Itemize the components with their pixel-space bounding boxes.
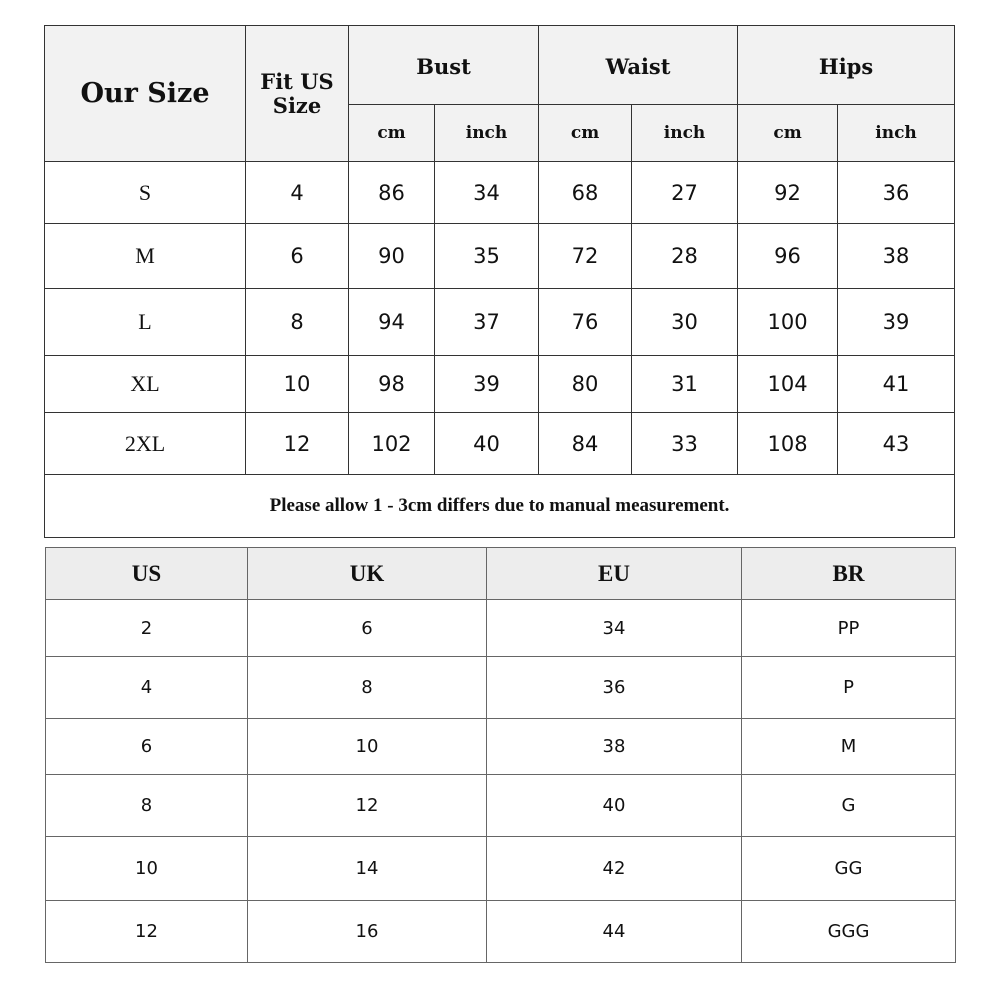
bust-cm-cell: 86 (349, 162, 435, 224)
eu-cell: 44 (487, 901, 742, 963)
hips-inch-cell: 38 (838, 224, 955, 289)
bust-inch-cell: 34 (435, 162, 539, 224)
bust-cm-cell: 94 (349, 289, 435, 356)
hips-cm-cell: 100 (738, 289, 838, 356)
hips-inch-cell: 36 (838, 162, 955, 224)
table-row (45, 162, 955, 224)
header-bust-inch: inch (435, 105, 539, 162)
table-row (46, 600, 956, 657)
table-row (45, 356, 955, 413)
measurement-note: Please allow 1 - 3cm differs due to manual measurement. (45, 475, 955, 538)
uk-cell: 8 (248, 657, 487, 719)
waist-inch-cell: 30 (632, 289, 738, 356)
uk-cell: 6 (248, 600, 487, 657)
header-waist-inch: inch (632, 105, 738, 162)
hips-cm-cell: 104 (738, 356, 838, 413)
uk-cell: 12 (248, 775, 487, 837)
waist-inch-cell: 31 (632, 356, 738, 413)
bust-cm-cell: 98 (349, 356, 435, 413)
uk-cell: 16 (248, 901, 487, 963)
eu-cell: 42 (487, 837, 742, 901)
hips-cm-cell: 108 (738, 413, 838, 475)
hips-cm-cell: 92 (738, 162, 838, 224)
table-row (46, 901, 956, 963)
table-row (46, 837, 956, 901)
us-size-cell: 4 (246, 162, 349, 224)
waist-cm-cell: 72 (539, 224, 632, 289)
waist-inch-cell: 28 (632, 224, 738, 289)
br-cell: G (742, 775, 956, 837)
bust-inch-cell: 40 (435, 413, 539, 475)
waist-cm-cell: 84 (539, 413, 632, 475)
bust-cm-cell: 90 (349, 224, 435, 289)
us-size-cell: 6 (246, 224, 349, 289)
waist-cm-cell: 76 (539, 289, 632, 356)
header-bust: Bust (349, 26, 539, 105)
us-size-cell: 8 (246, 289, 349, 356)
header-br: BR (742, 548, 956, 600)
hips-inch-cell: 43 (838, 413, 955, 475)
header-hips-inch: inch (838, 105, 955, 162)
header-us: US (46, 548, 248, 600)
size-conversion-table (45, 547, 956, 963)
eu-cell: 40 (487, 775, 742, 837)
uk-cell: 10 (248, 719, 487, 775)
size-cell: M (45, 224, 246, 289)
eu-cell: 36 (487, 657, 742, 719)
us-cell: 12 (46, 901, 248, 963)
bust-inch-cell: 35 (435, 224, 539, 289)
hips-inch-cell: 41 (838, 356, 955, 413)
size-chart-table (44, 25, 955, 538)
header-fit-us-size (246, 26, 349, 162)
us-size-cell: 12 (246, 413, 349, 475)
waist-inch-cell: 27 (632, 162, 738, 224)
bust-inch-cell: 39 (435, 356, 539, 413)
br-cell: GGG (742, 901, 956, 963)
header-fit-us-line1: Fit US (260, 68, 334, 94)
us-cell: 6 (46, 719, 248, 775)
header-hips: Hips (738, 26, 955, 105)
table-row (45, 413, 955, 475)
note-row (45, 475, 955, 538)
eu-cell: 38 (487, 719, 742, 775)
size-cell: S (45, 162, 246, 224)
table-row (45, 289, 955, 356)
br-cell: GG (742, 837, 956, 901)
header-waist: Waist (539, 26, 738, 105)
waist-cm-cell: 68 (539, 162, 632, 224)
hips-cm-cell: 96 (738, 224, 838, 289)
size-cell: 2XL (45, 413, 246, 475)
header-our-size: Our Size (45, 26, 246, 162)
waist-cm-cell: 80 (539, 356, 632, 413)
table-row (46, 719, 956, 775)
header-uk: UK (248, 548, 487, 600)
uk-cell: 14 (248, 837, 487, 901)
bust-cm-cell: 102 (349, 413, 435, 475)
header-eu: EU (487, 548, 742, 600)
hips-inch-cell: 39 (838, 289, 955, 356)
br-cell: PP (742, 600, 956, 657)
table-row (45, 224, 955, 289)
table-row (46, 657, 956, 719)
header-hips-cm: cm (738, 105, 838, 162)
header-bust-cm: cm (349, 105, 435, 162)
size-cell: XL (45, 356, 246, 413)
eu-cell: 34 (487, 600, 742, 657)
us-cell: 2 (46, 600, 248, 657)
header-fit-us-line2: Size (272, 92, 322, 118)
us-cell: 10 (46, 837, 248, 901)
table-row (46, 775, 956, 837)
size-cell: L (45, 289, 246, 356)
us-size-cell: 10 (246, 356, 349, 413)
us-cell: 4 (46, 657, 248, 719)
bust-inch-cell: 37 (435, 289, 539, 356)
br-cell: M (742, 719, 956, 775)
br-cell: P (742, 657, 956, 719)
waist-inch-cell: 33 (632, 413, 738, 475)
header-waist-cm: cm (539, 105, 632, 162)
us-cell: 8 (46, 775, 248, 837)
